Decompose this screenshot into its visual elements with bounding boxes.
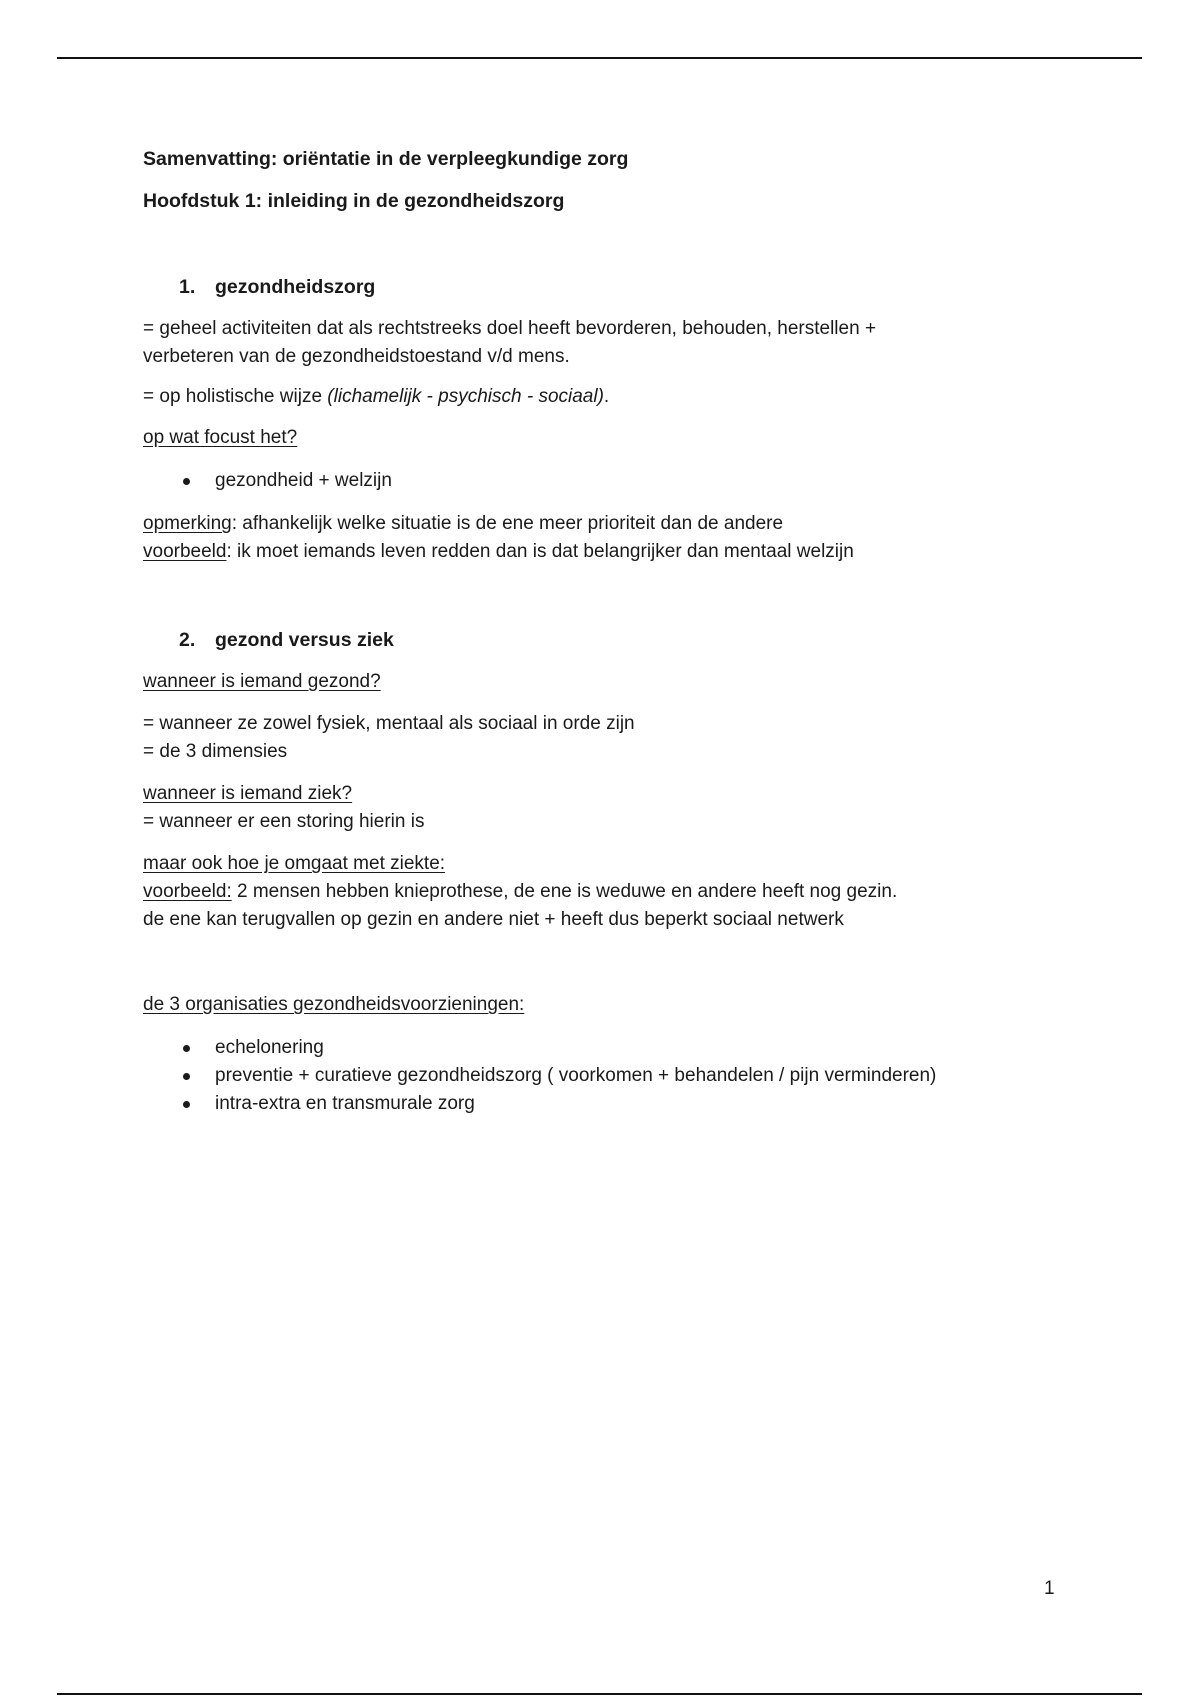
holistic-line	[143, 383, 1043, 411]
sick-question: wanneer is iemand ziek?	[143, 783, 353, 804]
healthy-line-1: = wanneer ze zowel fysiek, mentaal als sociaal in orde zijn	[143, 713, 635, 734]
list-item-text: preventie + curatieve gezondheidszorg ( voorkomen + behandelen / pijn verminderen)	[215, 1065, 937, 1086]
section-1-number-wrap	[143, 273, 215, 301]
focus-question: op wat focust het?	[143, 427, 298, 448]
remark-label: opmerking	[143, 513, 232, 534]
section-2-number-wrap	[143, 626, 215, 654]
bullet-icon	[183, 1073, 190, 1080]
definition-line-2: verbeteren van de gezondheidstoestand v/d mens.	[143, 346, 570, 367]
section-2-title: gezond versus ziek	[215, 629, 394, 651]
coping-question: maar ook hoe je omgaat met ziekte:	[143, 853, 446, 874]
holistic-dimensions: (lichamelijk - psychisch - sociaal)	[327, 386, 604, 407]
healthy-line-2: = de 3 dimensies	[143, 741, 288, 762]
bullet-icon	[183, 1101, 190, 1108]
holistic-prefix: = op holistische wijze	[143, 386, 328, 407]
example-label: voorbeeld	[143, 541, 227, 562]
organisations-heading: de 3 organisaties gezondheidsvoorzieningen:	[143, 994, 525, 1015]
holistic-suffix: .	[603, 386, 610, 407]
list-item-text: echelonering	[215, 1037, 324, 1058]
sick-line: = wanneer er een storing hierin is	[143, 811, 425, 832]
document-body	[143, 145, 1043, 1118]
example-text: : ik moet iemands leven redden dan is dat belangrijker dan mentaal welzijn	[226, 541, 854, 562]
chapter-title: Hoofdstuk 1: inleiding in de gezondheidszorg	[143, 190, 565, 212]
list-item	[143, 1062, 1043, 1090]
remark-line	[143, 510, 1043, 538]
coping-example-line-1	[143, 878, 1043, 906]
section-1-heading	[143, 273, 1043, 301]
header-rule	[57, 57, 1142, 59]
coping-example-label: voorbeeld:	[143, 881, 232, 902]
list-item-text: intra-extra en transmurale zorg	[215, 1093, 475, 1114]
bullet-icon	[183, 1045, 190, 1052]
list-item	[143, 1034, 1043, 1062]
section-2-number: 2.	[179, 629, 196, 651]
coping-example-line-2: de ene kan terugvallen op gezin en andere niet + heeft dus beperkt sociaal netwerk	[143, 909, 844, 930]
remark-text: : afhankelijk welke situatie is de ene meer prioriteit dan de andere	[231, 513, 784, 534]
page-number: 1	[1044, 1578, 1055, 1599]
document-title: Samenvatting: oriëntatie in de verpleegkundige zorg	[143, 148, 629, 170]
organisations-list	[143, 1034, 1043, 1118]
definition-line-1: = geheel activiteiten dat als rechtstreeks doel heeft bevorderen, behouden, herstellen +	[143, 318, 877, 339]
coping-example-text: 2 mensen hebben knieprothese, de ene is weduwe en andere heeft nog gezin.	[231, 881, 898, 902]
healthy-question: wanneer is iemand gezond?	[143, 671, 381, 692]
section-2-heading	[143, 626, 1043, 654]
list-item	[143, 467, 1043, 495]
list-item	[143, 1090, 1043, 1118]
section-1-title: gezondheidszorg	[215, 276, 376, 298]
list-item-text: gezondheid + welzijn	[215, 470, 392, 491]
focus-list	[143, 467, 1043, 495]
section-1-number: 1.	[179, 276, 196, 298]
footer-rule	[57, 1693, 1142, 1695]
example-line	[143, 538, 1043, 566]
bullet-icon	[183, 478, 190, 485]
